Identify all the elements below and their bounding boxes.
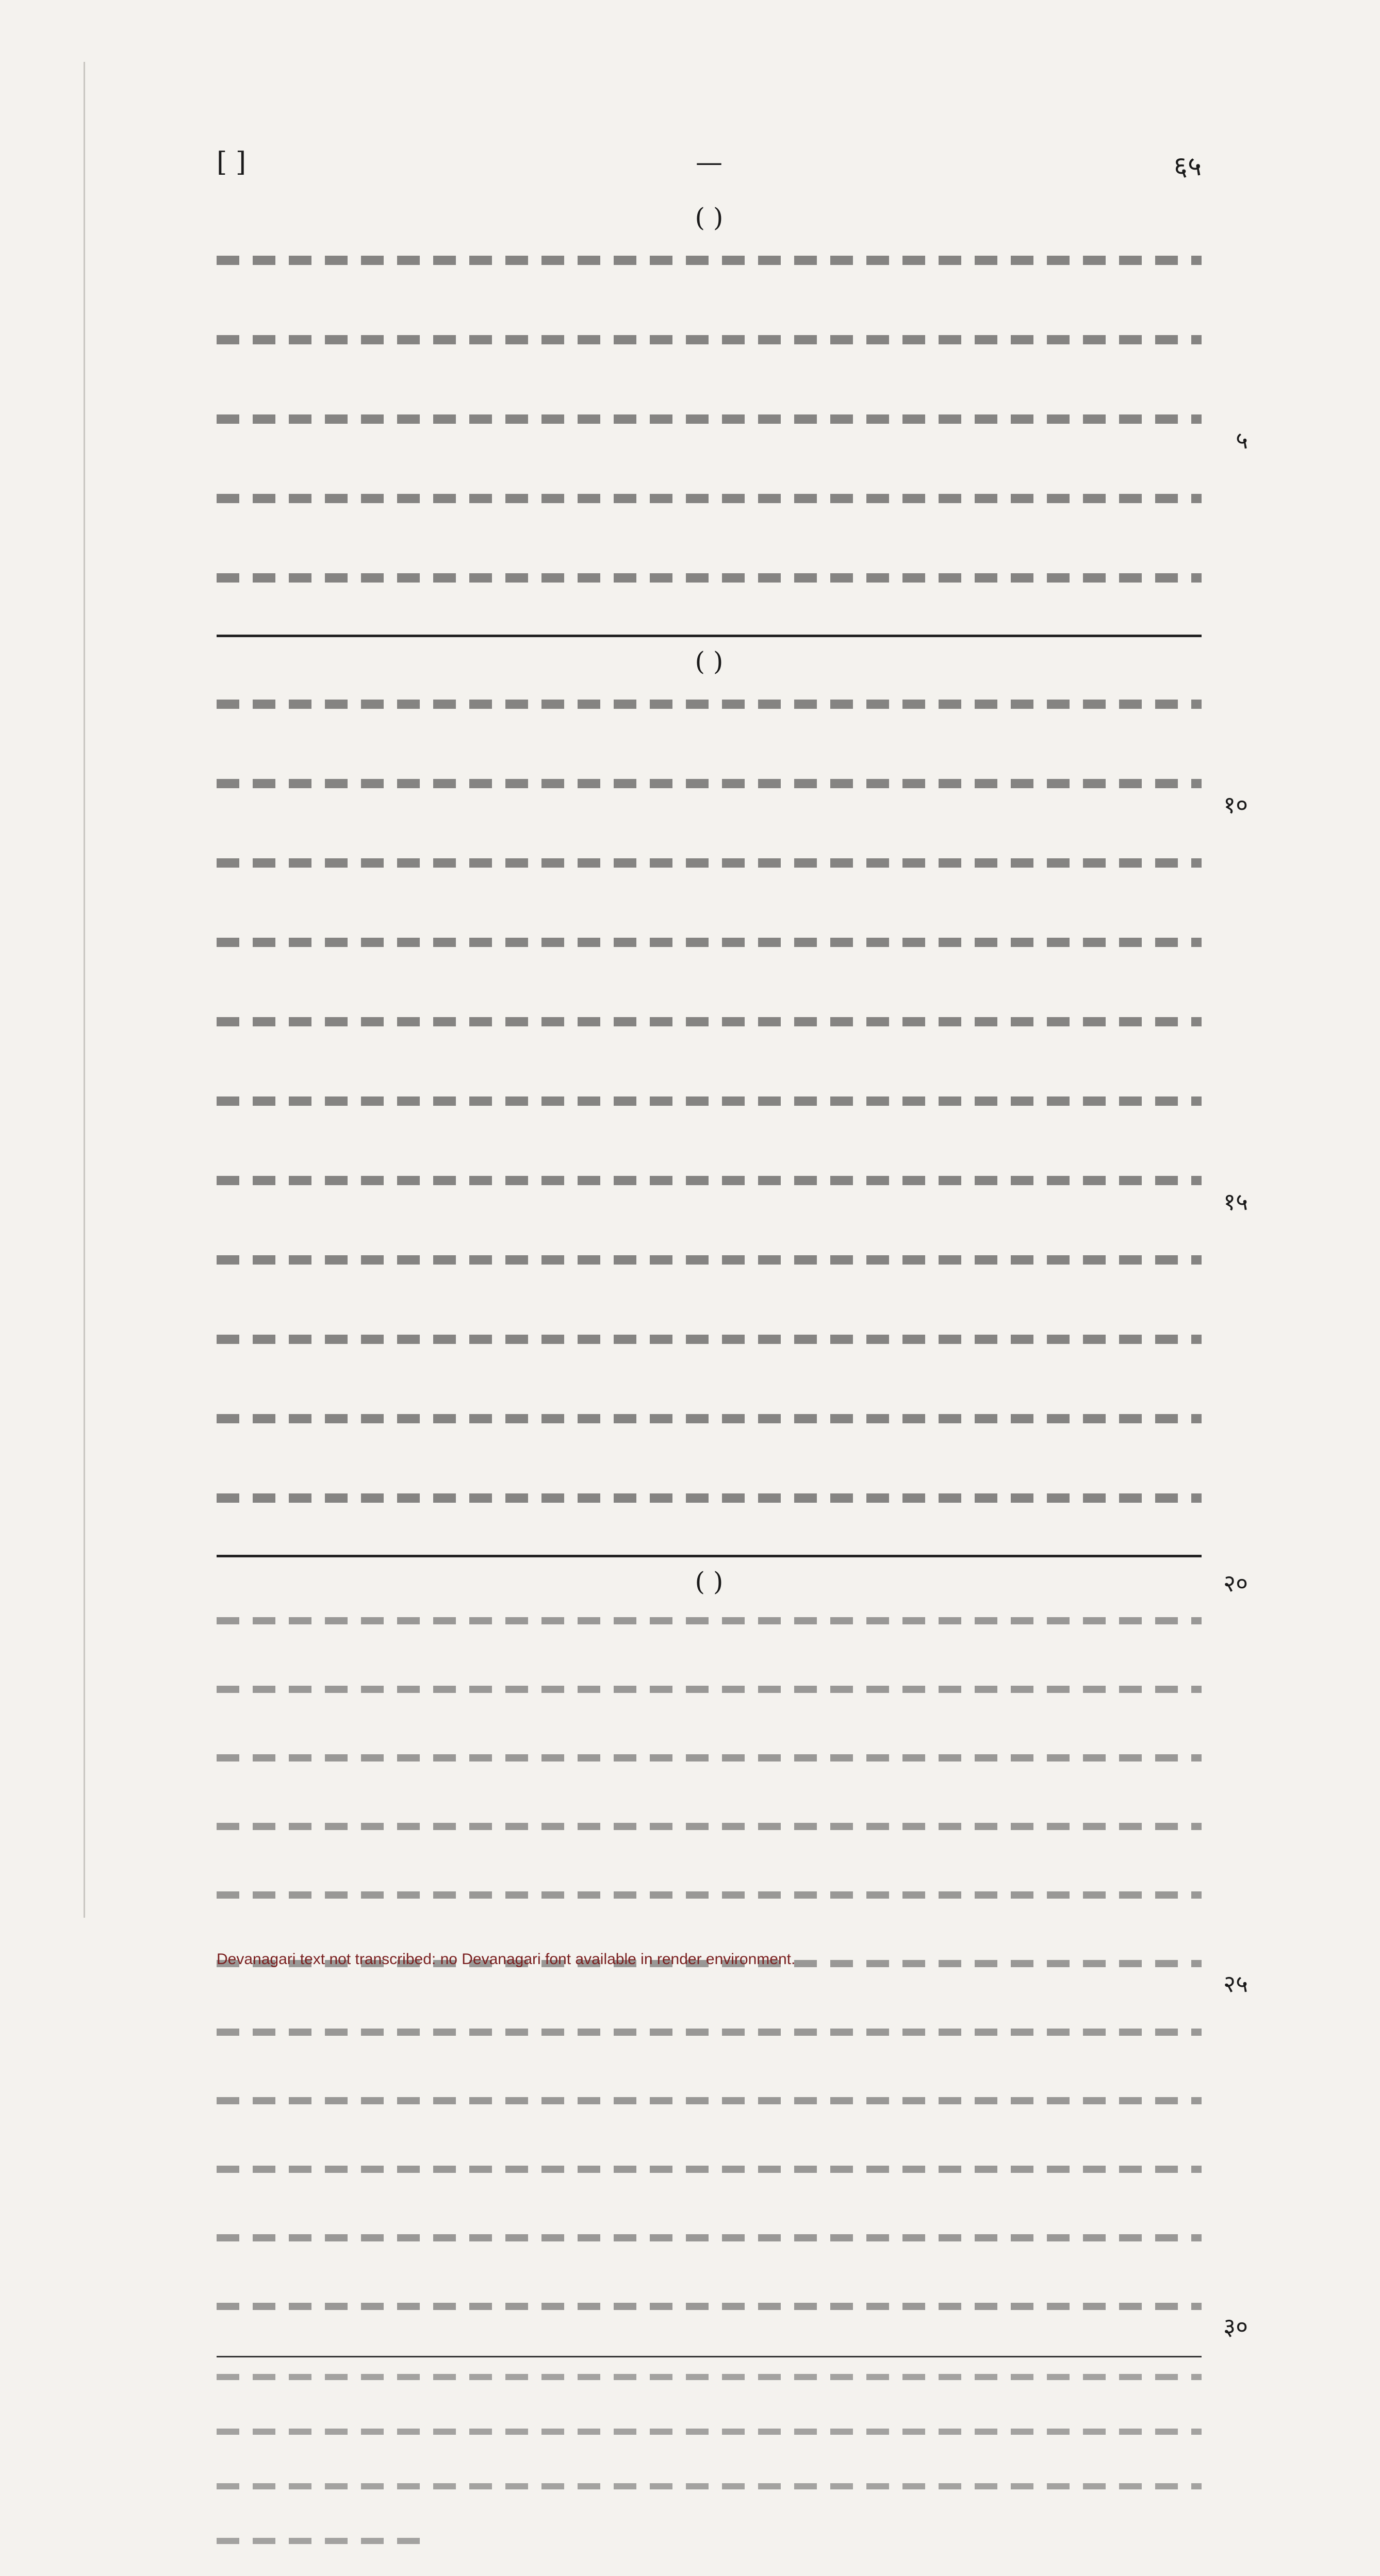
mula-block [217, 256, 1248, 629]
text-line [217, 2097, 1202, 2145]
text-line [217, 2234, 1202, 2282]
line-number: ५ [1236, 426, 1248, 454]
text-line [217, 938, 1202, 994]
text-line [217, 1686, 1202, 1734]
page [217, 147, 1248, 2576]
line-number: २० [1223, 1569, 1248, 1597]
running-head-title: — [696, 147, 722, 178]
text-line [217, 1414, 1202, 1470]
section-rule [217, 1555, 1202, 1557]
text-line [217, 256, 1202, 312]
section-heading-vivarana: ( ) [695, 1567, 724, 1597]
text-line [217, 494, 1202, 550]
commentary-block [217, 700, 1248, 1550]
page-number: ६५ [1173, 151, 1202, 182]
vivarana-block [217, 1617, 1248, 2351]
text-line [217, 1617, 1202, 1665]
line-number: १५ [1223, 1188, 1248, 1216]
text-line [217, 573, 1202, 629]
render-note: Devanagari text not transcribed: no Devanagari font available in render environment. [217, 1951, 796, 1968]
line-number: ३० [1223, 2313, 1248, 2340]
text-line [217, 2029, 1202, 2076]
text-line [217, 700, 1202, 756]
text-line [217, 2166, 1202, 2214]
signature-line [217, 2538, 433, 2576]
footnote-line [217, 2374, 1202, 2412]
text-line [217, 1754, 1202, 1802]
text-line [217, 335, 1202, 391]
vivarana-heading-row [217, 1567, 1248, 1597]
text-line [217, 1096, 1202, 1153]
text-line [217, 858, 1202, 915]
line-number: २५ [1223, 1970, 1248, 1998]
text-line [217, 1255, 1202, 1311]
footnote-line [217, 2429, 1202, 2467]
text-line [217, 1335, 1202, 1391]
left-margin-rule [84, 62, 85, 1918]
text-line [217, 1823, 1202, 1871]
text-line [217, 1891, 1202, 1939]
text-line [217, 1017, 1202, 1073]
text-line [217, 1176, 1248, 1232]
running-head [217, 147, 1202, 193]
text-line [217, 779, 1248, 835]
footnote-line [217, 2483, 1202, 2521]
text-line [217, 2303, 1248, 2351]
section-heading-mula: ( ) [695, 203, 724, 232]
running-head-left: [ ] [217, 147, 247, 178]
line-number: १० [1223, 791, 1248, 819]
text-line [217, 414, 1248, 471]
section-rule [217, 635, 1202, 637]
section-heading-svopajna: ( ) [695, 646, 724, 676]
text-line [217, 1493, 1202, 1550]
footnote-rule [217, 2356, 1202, 2357]
footnotes [217, 2374, 1202, 2576]
